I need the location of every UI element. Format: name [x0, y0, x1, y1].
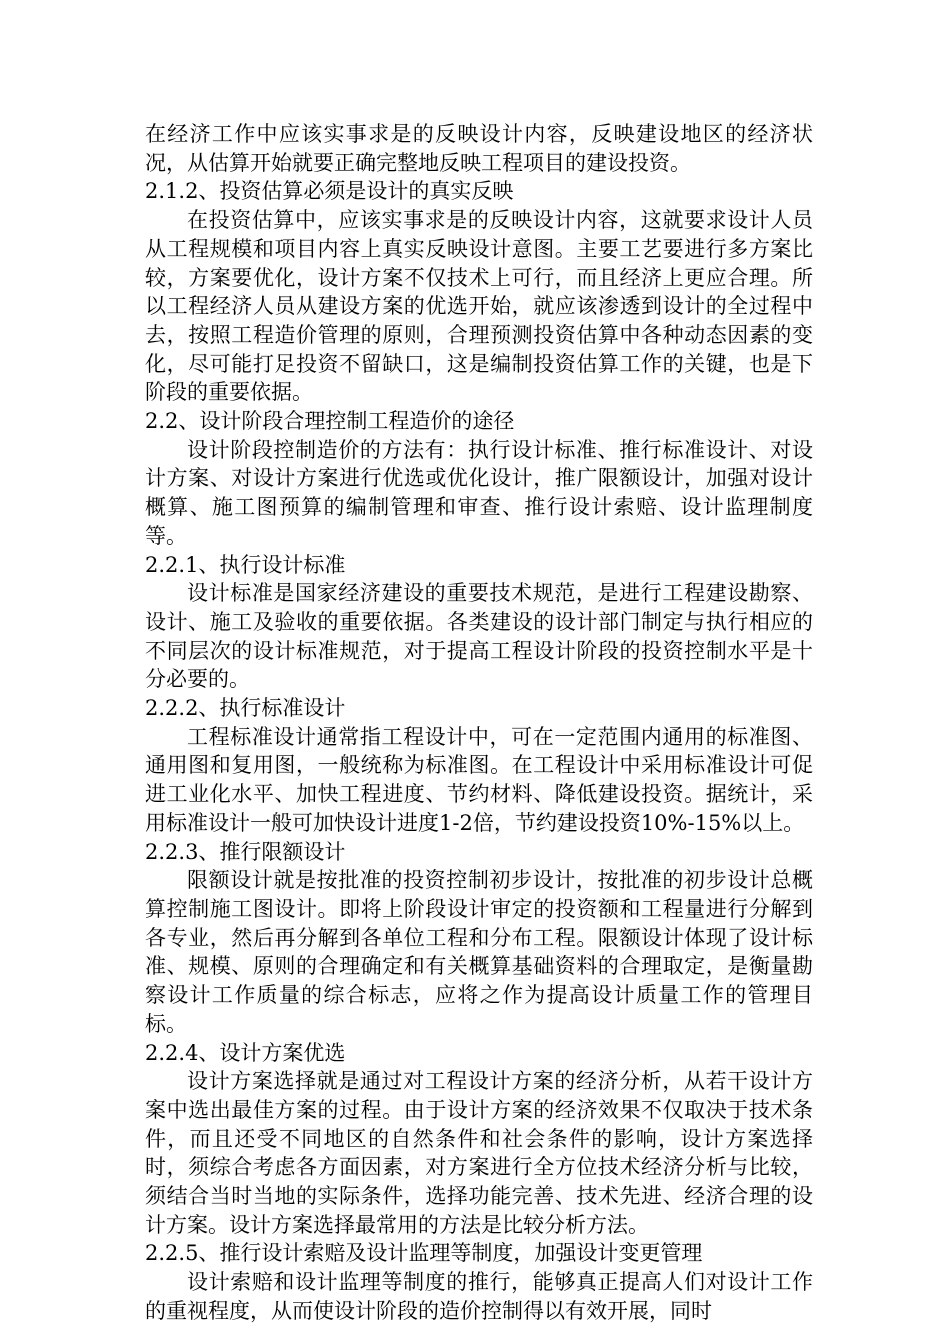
document-page: [145, 120, 813, 1326]
section-heading-2-2-4: 2.2.4、设计方案优选: [145, 1040, 346, 1065]
paragraph-investment-estimate: 在投资估算中，应该实事求是的反映设计内容，这就要求设计人员从工程规模和项目内容上真实反映设计意图。主要工艺要进行多方案比较，方案要优化，设计方案不仅技术上可行，而且经济上更应合理。所以工程经济人员从建设方案的优选开始，就应该渗透到设计的全过程中去，按照工程造价管理的原则，合理预测投资估算中各种动态因素的变化，尽可能打足投资不留缺口，这是编制投资估算工作的关键，也是下阶段的重要依据。: [145, 208, 813, 405]
section-heading-2-1-2: 2.1.2、投资估算必须是设计的真实反映: [145, 179, 514, 204]
section-heading-2-2-2: 2.2.2、执行标准设计: [145, 696, 346, 721]
paragraph-quota-design: 限额设计就是按批准的投资控制初步设计，按批准的初步设计总概算控制施工图设计。即将上阶段设计审定的投资额和工程量进行分解到各专业，然后再分解到各单位工程和分布工程。限额设计体现了设计标准、规模、原则的合理确定和有关概算基础资料的合理取定，是衡量勘察设计工作质量的综合标志，应将之作为提高设计质量工作的管理目标。: [145, 868, 813, 1036]
section-heading-2-2-5: 2.2.5、推行设计索赔及设计监理等制度，加强设计变更管理: [145, 1241, 703, 1266]
section-heading-2-2-1: 2.2.1、执行设计标准: [145, 552, 346, 577]
section-heading-2-2: 2.2、设计阶段合理控制工程造价的途径: [145, 409, 515, 434]
paragraph-design-claims-supervision: 设计索赔和设计监理等制度的推行，能够真正提高人们对设计工作的重视程度，从而使设计阶段的造价控制得以有效开展，同时: [145, 1270, 813, 1323]
paragraph-design-scheme-selection: 设计方案选择就是通过对工程设计方案的经济分析，从若干设计方案中选出最佳方案的过程。由于设计方案的经济效果不仅取决于技术条件，而且还受不同地区的自然条件和社会条件的影响，设计方案选择时，须综合考虑各方面因素，对方案进行全方位技术经济分析与比较，须结合当时当地的实际条件，选择功能完善、技术先进、经济合理的设计方案。设计方案选择最常用的方法是比较分析方法。: [145, 1069, 813, 1237]
paragraph-design-stage-methods: 设计阶段控制造价的方法有：执行设计标准、推行标准设计、对设计方案、对设计方案进行优选或优化设计，推广限额设计，加强对设计概算、施工图预算的编制管理和审查、推行设计索赔、设计监理制度等。: [145, 437, 813, 548]
paragraph-standard-design: 工程标准设计通常指工程设计中，可在一定范围内通用的标准图、通用图和复用图，一般统称为标准图。在工程设计中采用标准设计可促进工业化水平、加快工程进度、节约材料、降低建设投资。据统计，采用标准设计一般可加快设计进度1-2倍，节约建设投资10%-15%以上。: [145, 724, 813, 835]
paragraph-continued: 在经济工作中应该实事求是的反映设计内容，反映建设地区的经济状况，从估算开始就要正确完整地反映工程项目的建设投资。: [145, 122, 813, 175]
paragraph-design-standards: 设计标准是国家经济建设的重要技术规范，是进行工程建设勘察、设计、施工及验收的重要依据。各类建设的设计部门制定与执行相应的不同层次的设计标准规范，对于提高工程设计阶段的投资控制水平是十分必要的。: [145, 581, 813, 692]
section-heading-2-2-3: 2.2.3、推行限额设计: [145, 839, 346, 864]
